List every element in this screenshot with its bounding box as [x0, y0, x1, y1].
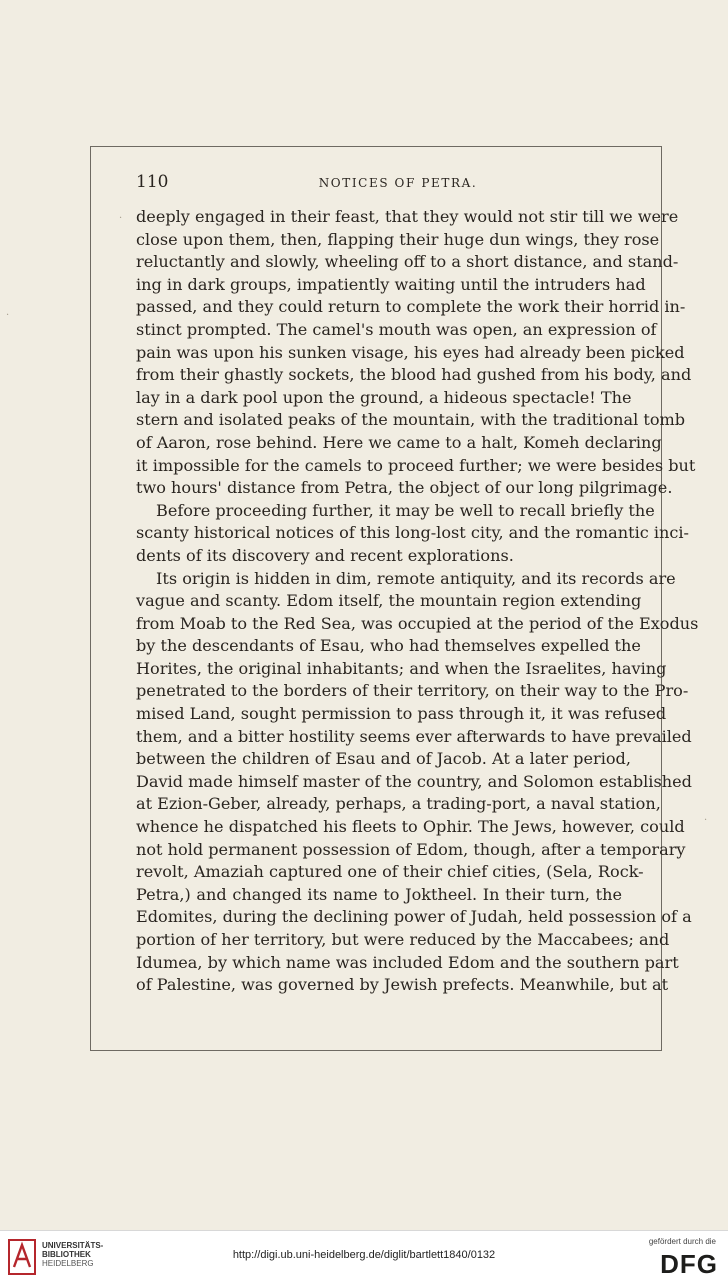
frame-rule-bottom	[90, 1050, 662, 1051]
text-line: not hold permanent possession of Edom, though, after a temporary	[136, 839, 686, 859]
text-line: at Ezion-Geber, already, perhaps, a trading-port, a naval station,	[136, 794, 661, 814]
text-line: between the children of Esau and of Jacob. At a later period,	[136, 749, 631, 769]
frame-rule-top	[90, 146, 662, 147]
frame-rule-left	[90, 146, 91, 1051]
text-line: portion of her territory, but were reduced by the Maccabees; and	[136, 930, 670, 949]
text-line: revolt, Amaziah captured one of their chief cities, (Sela, Rock-	[136, 862, 644, 882]
viewer-footer	[0, 1230, 728, 1283]
text-line: vague and scanty. Edom itself, the mountain region extending	[136, 591, 642, 611]
text-line: stern and isolated peaks of the mountain, with the traditional tomb	[136, 410, 686, 430]
text-line: pain was upon his sunken visage, his eyes had already been picked	[136, 342, 685, 362]
text-line: whence he dispatched his fleets to Ophir. The Jews, however, could	[136, 817, 685, 837]
text-line: from Moab to the Red Sea, was occupied at the period of the Exodus	[136, 613, 699, 633]
funder-caption: gefördert durch die	[648, 1237, 716, 1246]
page-header	[136, 172, 622, 196]
text-line: scanty historical notices of this long-lost city, and the romantic inci-	[136, 523, 689, 543]
paper-fleck: ·	[704, 815, 708, 826]
text-line: reluctantly and slowly, wheeling off to a short distance, and stand-	[136, 252, 679, 272]
text-line: from their ghastly sockets, the blood had gushed from his body, and	[136, 365, 692, 385]
text-line: ing in dark groups, impatiently waiting until the intruders had	[136, 274, 646, 294]
text-line: close upon them, then, flapping their huge dun wings, they rose	[136, 229, 660, 249]
text-line: of Aaron, rose behind. Here we came to a halt, Komeh declaring	[136, 432, 662, 452]
text-line: passed, and they could return to complete the work their horrid in-	[136, 297, 686, 317]
text-line: of Palestine, was governed by Jewish prefects. Meanwhile, but at	[136, 975, 669, 995]
text-line: by the descendants of Esau, who had themselves expelled the	[136, 636, 641, 656]
paper-fleck: ·	[119, 213, 123, 224]
text-line: two hours' distance from Petra, the object of our long pilgrimage.	[136, 478, 673, 498]
text-line: mised Land, sought permission to pass through it, it was refused	[136, 704, 667, 724]
page-number: 110	[136, 172, 169, 192]
text-line: David made himself master of the country, and Solomon established	[136, 771, 692, 791]
text-line: lay in a dark pool upon the ground, a hideous spectacle! The	[136, 387, 632, 407]
text-line: stinct prompted. The camel's mouth was open, an expression of	[136, 319, 657, 339]
text-line: Petra,) and changed its name to Joktheel. In their turn, the	[136, 884, 622, 904]
text-line: them, and a bitter hostility seems ever afterwards to have prevailed	[136, 726, 692, 746]
body-text	[136, 206, 699, 997]
text-line: Its origin is hidden in dim, remote antiquity, and its records are	[156, 568, 676, 588]
text-line: Horites, the original inhabitants; and when the Israelites, having	[136, 658, 667, 678]
permalink-url[interactable]: http://digi.ub.uni-heidelberg.de/diglit/bartlett1840/0132	[232, 1249, 496, 1261]
text-line: Edomites, during the declining power of Judah, held possession of a	[136, 907, 692, 927]
text-line: Idumea, by which name was included Edom and the southern part	[136, 952, 679, 972]
text-line: dents of its discovery and recent explorations.	[136, 545, 514, 565]
text-line: it impossible for the camels to proceed further; we were besides but	[136, 455, 696, 475]
running-title: NOTICES OF PETRA.	[318, 176, 478, 190]
dfg-logo: DFG	[660, 1249, 718, 1279]
paper-fleck: ·	[6, 310, 10, 321]
text-line: penetrated to the borders of their territory, on their way to the Pro-	[136, 681, 689, 701]
text-line: Before proceeding further, it may be well to recall briefly the	[156, 500, 655, 520]
text-line: deeply engaged in their feast, that they would not stir till we were	[136, 207, 679, 226]
library-name: UNIVERSITÄTS- BIBLIOTHEK HEIDELBERG	[42, 1241, 104, 1268]
